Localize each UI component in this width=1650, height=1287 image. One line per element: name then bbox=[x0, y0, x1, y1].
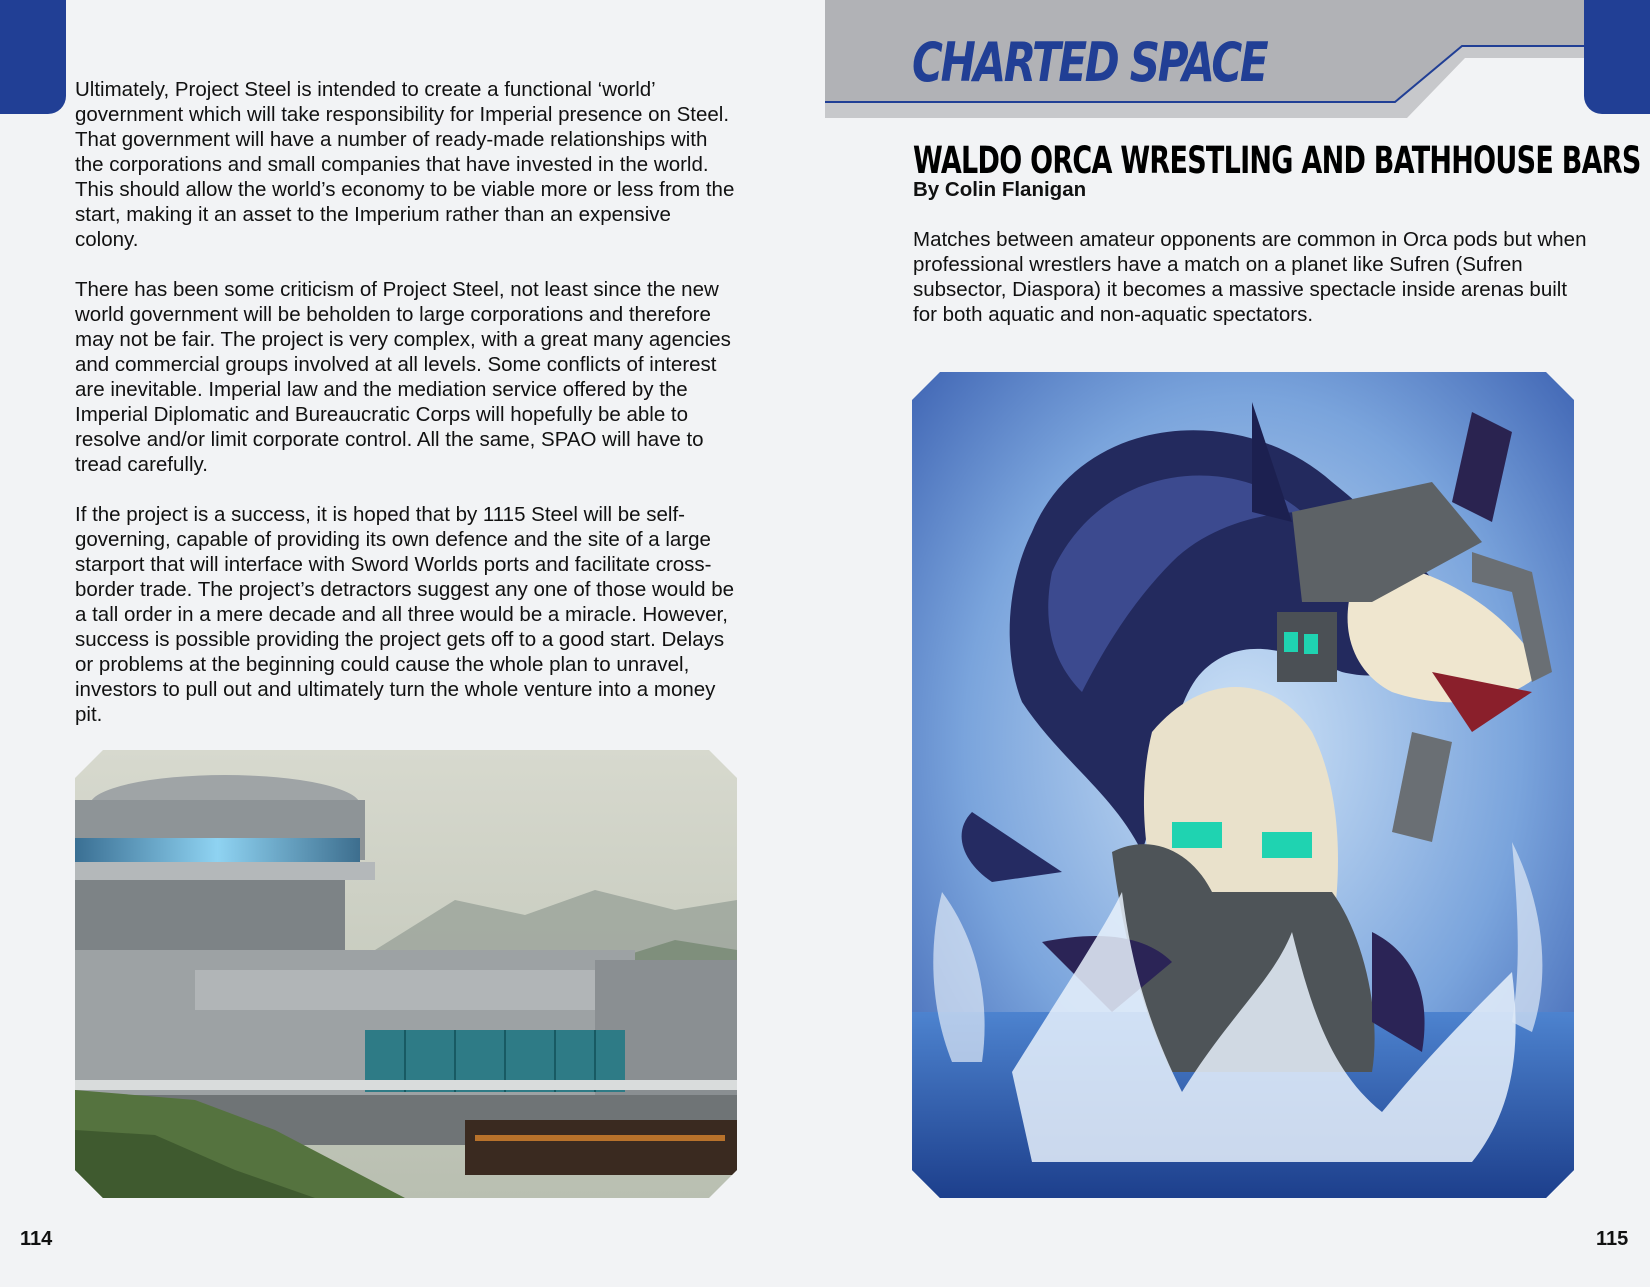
page-number-right: 115 bbox=[1596, 1228, 1629, 1250]
left-paragraph-1: Ultimately, Project Steel is intended to create a functional ‘world’ government which will take responsibility for Imperial presence on Steel. That government will have a number of ready-made relationships with the corporations and small companies that have invested in the world. This should allow the world’s economy to be viable more or less from the start, making it an asset to the Imperium rather than an expensive colony. bbox=[75, 78, 735, 251]
page-corner-tab-right bbox=[1584, 0, 1650, 114]
section-title: CHARTED SPACE bbox=[912, 31, 1267, 94]
left-body-text bbox=[75, 77, 735, 752]
facility-illustration bbox=[75, 750, 737, 1198]
left-paragraph-2: There has been some criticism of Project Steel, not least since the new world government will be beholden to large corporations and therefore may not be fair. The project is very complex, with a great many agencies and commercial groups involved at all levels. Some conflicts of interest are inevitable. Imperial law and the mediation service offered by the Imperial Diplomatic and Bureaucratic Corps will hopefully be able to resolve and/or limit corporate control. All the same, SPAO will have to tread carefully. bbox=[75, 278, 731, 476]
article-title: WALDO ORCA WRESTLING AND BATHHOUSE BARS bbox=[913, 139, 1641, 182]
orca-wrestlers-illustration bbox=[912, 372, 1574, 1198]
left-paragraph-3: If the project is a success, it is hoped that by 1115 Steel will be self-governing, capable of providing its own defence and the site of a large starport that will interface with Sword Worlds ports and facilitate cross-border trade. The project’s detractors suggest any one of those would be a tall order in a mere decade and all three would be a miracle. However, success is possible providing the project gets off to a good start. Delays or problems at the beginning could cause the whole plan to unravel, investors to pull out and ultimately turn the whole venture into a money pit. bbox=[75, 503, 735, 726]
page-corner-tab-left bbox=[0, 0, 66, 114]
page-number-left: 114 bbox=[20, 1228, 53, 1250]
right-body-text bbox=[913, 227, 1593, 327]
byline: By Colin Flanigan bbox=[913, 178, 1087, 201]
right-paragraph-1: Matches between amateur opponents are common in Orca pods but when professional wrestlers have a match on a planet like Sufren (Sufren subsector, Diaspora) it becomes a massive spectacle inside arenas built for both aquatic and non-aquatic spectators. bbox=[913, 228, 1587, 326]
